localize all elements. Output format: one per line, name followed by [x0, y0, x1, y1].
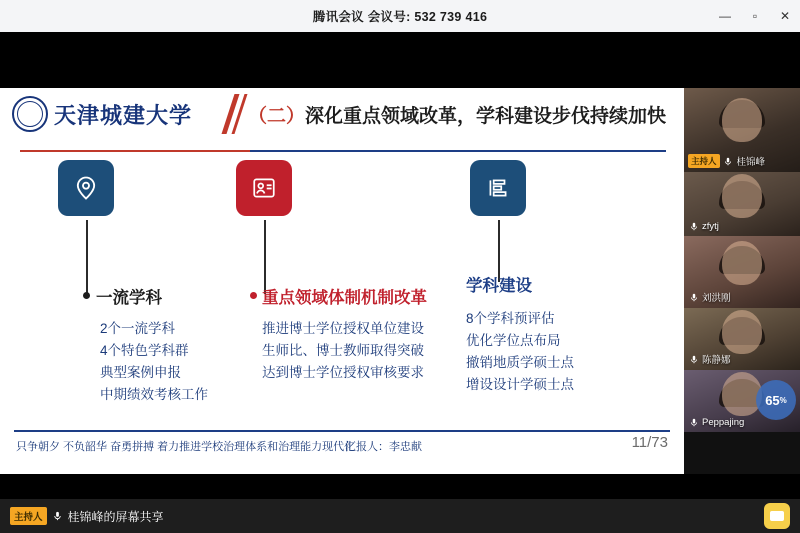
zoom-level-value: 65 — [765, 392, 780, 408]
footer-presenter: 汇报人：李忠献 — [345, 441, 422, 453]
participant-nametag — [688, 154, 765, 168]
participant-tile[interactable] — [684, 236, 800, 308]
university-name: 天津城建大学 — [54, 102, 193, 129]
id-card-icon — [236, 160, 292, 216]
close-button[interactable]: ✕ — [779, 9, 791, 23]
column-line: 4个特色学科群 — [100, 343, 189, 358]
zoom-level-suffix: % — [779, 395, 787, 405]
participant-tile[interactable] — [684, 88, 800, 172]
participant-tile[interactable] — [684, 172, 800, 236]
slide-columns — [0, 160, 684, 460]
slide-column — [228, 160, 458, 380]
taskbar-app-icon[interactable] — [764, 503, 790, 529]
column-heading: 重点领域体制机制改革 — [262, 289, 427, 307]
column-body — [100, 318, 208, 406]
maximize-button[interactable]: ▫ — [752, 9, 758, 23]
mic-muted-icon — [688, 221, 699, 232]
column-heading: 一流学科 — [96, 289, 162, 307]
slide-column — [452, 160, 667, 392]
window-controls — [710, 0, 800, 32]
participant-rail[interactable] — [684, 88, 800, 474]
column-line: 典型案例申报 — [100, 365, 181, 380]
column-line: 8个学科预评估 — [466, 311, 555, 326]
next-slide-button[interactable]: › — [664, 276, 682, 320]
column-line: 撤销地质学硕士点 — [466, 355, 574, 370]
seal-icon — [12, 96, 48, 132]
slide-title-prefix: （二） — [248, 106, 306, 127]
zoom-level-badge[interactable] — [756, 380, 796, 420]
meeting-stage — [0, 32, 800, 499]
participant-name: zfytj — [702, 221, 719, 232]
bar-chart-icon — [470, 160, 526, 216]
participant-nametag — [688, 352, 731, 366]
connector-line — [264, 220, 266, 294]
avatar-face — [722, 241, 762, 285]
column-line: 生师比、博士教师取得突破 — [262, 343, 424, 358]
participant-name: Peppajing — [702, 417, 745, 428]
column-line: 优化学位点布局 — [466, 333, 561, 348]
title-bar — [0, 0, 800, 32]
footer-rule — [14, 430, 670, 432]
column-line: 达到博士学位授权审核要求 — [262, 365, 424, 380]
mic-muted-icon — [723, 156, 734, 167]
share-status-group — [0, 507, 164, 525]
mic-muted-icon — [688, 292, 699, 303]
mic-muted-icon — [688, 417, 699, 428]
participant-nametag — [688, 290, 731, 304]
connector-dot — [83, 292, 90, 299]
window-title: 腾讯会议 会议号: 532 739 416 — [312, 10, 488, 24]
slide-title — [248, 101, 666, 128]
bottom-bar — [0, 499, 800, 533]
column-line: 增设设计学硕士点 — [466, 377, 574, 392]
shared-screen[interactable] — [0, 88, 684, 474]
avatar-face — [722, 310, 762, 354]
slide-page-indicator: 11/73 — [631, 434, 668, 451]
host-badge: 主持人 — [688, 154, 720, 168]
location-pin-icon — [58, 160, 114, 216]
title-underline — [20, 150, 666, 152]
slide-footer — [0, 430, 684, 474]
column-heading: 学科建设 — [466, 277, 532, 295]
share-status-text: 桂锦峰的屏幕共享 — [67, 509, 164, 524]
participant-name: 陈静娜 — [702, 355, 731, 366]
university-logo — [12, 96, 192, 132]
slide-column — [48, 160, 238, 402]
mic-muted-icon[interactable] — [52, 511, 63, 522]
participant-name: 刘洪刚 — [702, 293, 731, 304]
column-body — [262, 318, 424, 384]
column-line: 2个一流学科 — [100, 321, 176, 336]
column-line: 推进博士学位授权单位建设 — [262, 321, 424, 336]
minimize-button[interactable]: — — [719, 9, 731, 23]
avatar-face — [722, 98, 762, 142]
avatar-face — [722, 174, 762, 218]
slide-title-main: 深化重点领域改革，学科建设步伐持续加快 — [305, 106, 667, 127]
participant-tile[interactable] — [684, 308, 800, 370]
participant-name: 桂锦峰 — [736, 157, 766, 168]
host-badge: 主持人 — [10, 507, 47, 525]
slide-header — [0, 88, 684, 146]
connector-line — [86, 220, 88, 294]
participant-nametag — [688, 221, 719, 232]
connector-dot — [250, 292, 257, 299]
column-line: 中期绩效考核工作 — [100, 387, 208, 402]
footer-slogan: 只争朝夕 不负韶华 奋勇拼搏 着力推进学校治理体系和治理能力现代化 — [16, 441, 356, 453]
column-body — [466, 308, 574, 396]
mic-muted-icon — [688, 354, 699, 365]
participant-nametag — [688, 417, 744, 428]
